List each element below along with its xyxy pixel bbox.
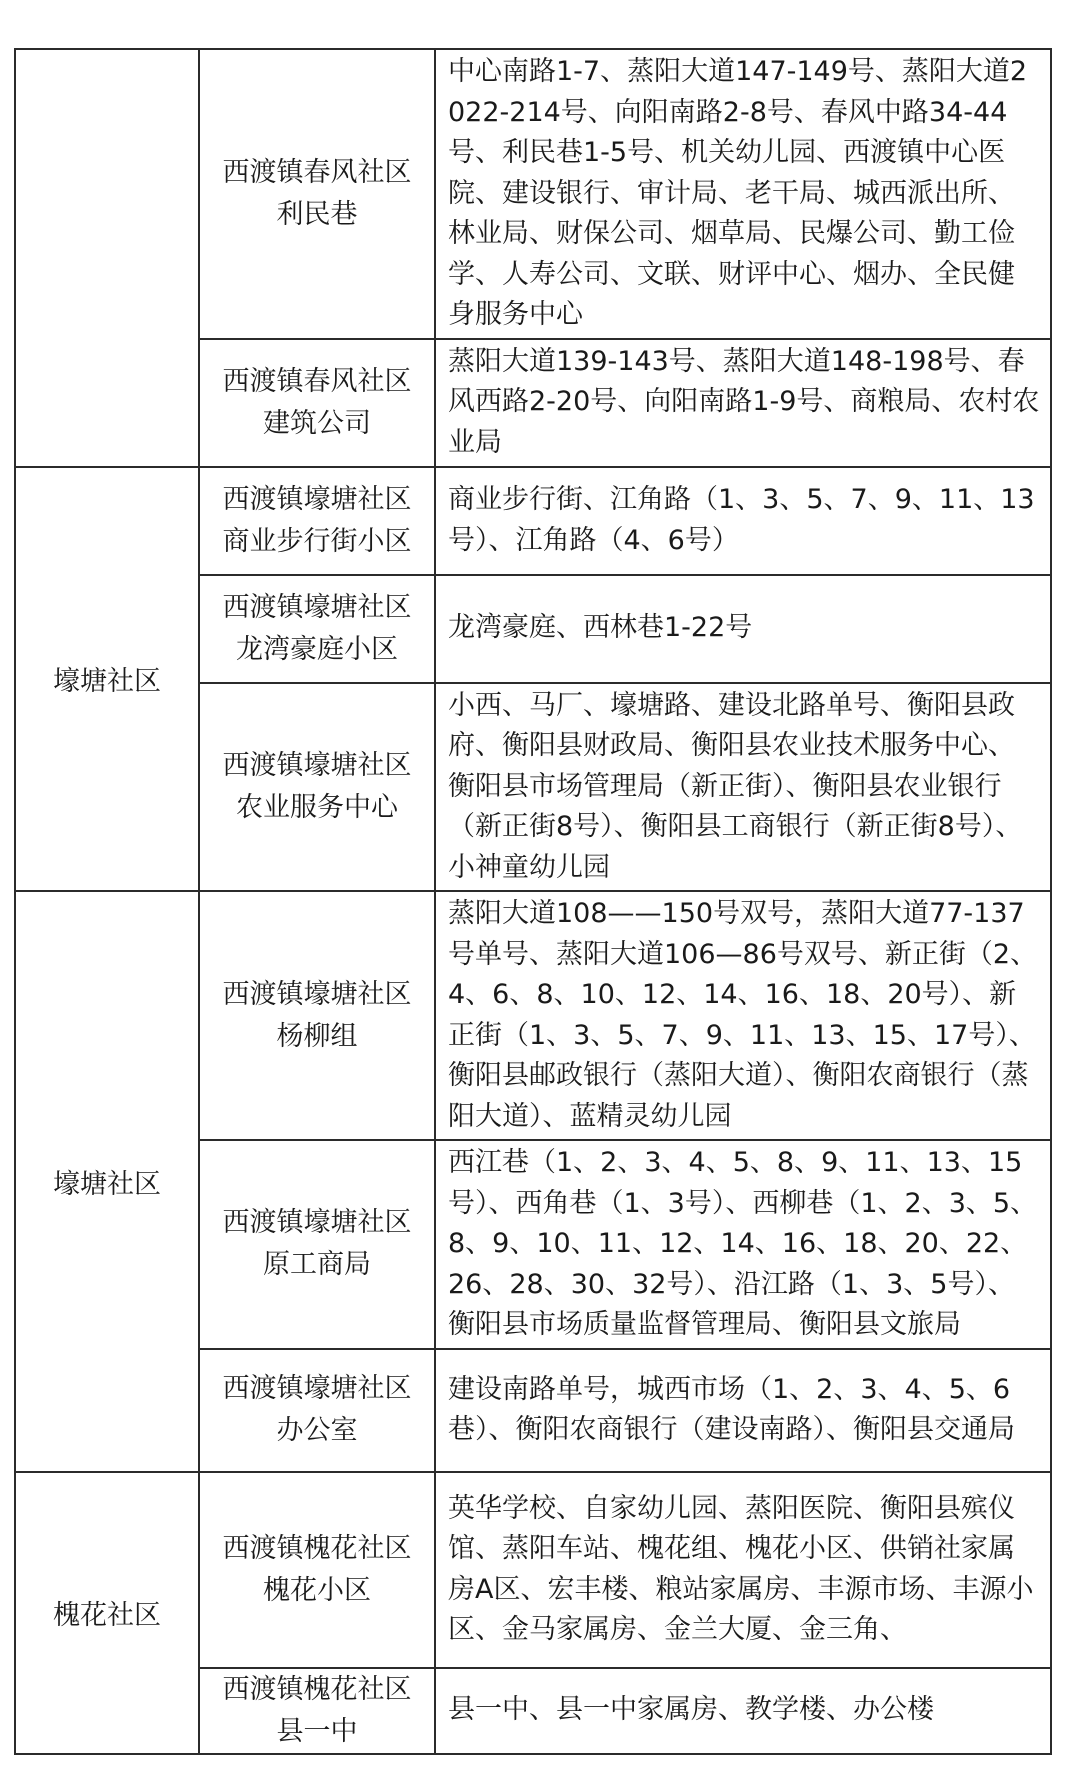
unit-cell bbox=[199, 467, 435, 575]
address-cell: 龙湾豪庭、西林巷1-22号 bbox=[435, 575, 1051, 683]
unit-subname: 龙湾豪庭小区 bbox=[236, 633, 398, 665]
unit-subname: 建筑公司 bbox=[263, 407, 371, 439]
unit-name: 西渡镇春风社区 bbox=[222, 156, 412, 188]
unit-name: 西渡镇壕塘社区 bbox=[222, 591, 412, 623]
address-cell: 商业步行街、江角路（1、3、5、7、9、11、13号）、江角路（4、6号） bbox=[435, 467, 1051, 575]
address-cell: 蒸阳大道139-143号、蒸阳大道148-198号、春风西路2-20号、向阳南路1-9号、商粮局、农村农业局 bbox=[435, 339, 1051, 467]
table-row bbox=[15, 1472, 1051, 1668]
unit-subname: 利民巷 bbox=[276, 198, 358, 230]
unit-subname: 原工商局 bbox=[263, 1249, 371, 1281]
unit-subname: 农业服务中心 bbox=[236, 791, 398, 823]
unit-name: 西渡镇槐花社区 bbox=[222, 1673, 412, 1705]
community-cell-empty bbox=[15, 49, 199, 467]
address-cell: 英华学校、自家幼儿园、蒸阳医院、衡阳县殡仪馆、蒸阳车站、槐花组、槐花小区、供销社家属房A区、宏丰楼、粮站家属房、丰源市场、丰源小区、金马家属房、金兰大厦、金三角、 bbox=[435, 1472, 1051, 1668]
unit-cell bbox=[199, 339, 435, 467]
address-cell: 西江巷（1、2、3、4、5、8、9、11、13、15号）、西角巷（1、3号）、西柳巷（1、2、3、5、8、9、10、11、12、14、16、18、20、22、26、28、30、32号）、沿江路（1、3、5号）、衡阳县市场质量监督管理局、衡阳县文旅局 bbox=[435, 1140, 1051, 1349]
community-name: 壕塘社区 bbox=[15, 467, 199, 892]
community-name: 壕塘社区 bbox=[15, 891, 199, 1472]
community-address-table bbox=[14, 48, 1052, 1755]
address-cell: 蒸阳大道108——150号双号，蒸阳大道77-137号单号、蒸阳大道106—86号双号、新正街（2、4、6、8、10、12、14、16、18、20号）、新正街（1、3、5、7、9、11、13、15、17号）、衡阳县邮政银行（蒸阳大道）、衡阳农商银行（蒸阳大道）、蓝精灵幼儿园 bbox=[435, 891, 1051, 1140]
table-row bbox=[15, 467, 1051, 575]
unit-name: 西渡镇槐花社区 bbox=[222, 1532, 412, 1564]
unit-cell bbox=[199, 1140, 435, 1349]
unit-cell bbox=[199, 1349, 435, 1472]
unit-cell bbox=[199, 49, 435, 339]
unit-cell bbox=[199, 575, 435, 683]
table-row bbox=[15, 891, 1051, 1140]
address-cell: 县一中、县一中家属房、教学楼、办公楼 bbox=[435, 1668, 1051, 1754]
address-cell: 中心南路1-7、蒸阳大道147-149号、蒸阳大道2022-214号、向阳南路2-8号、春风中路34-44号、利民巷1-5号、机关幼儿园、西渡镇中心医院、建设银行、审计局、老干局、城西派出所、林业局、财保公司、烟草局、民爆公司、勤工俭学、人寿公司、文联、财评中心、烟办、全民健身服务中心 bbox=[435, 49, 1051, 339]
unit-subname: 办公室 bbox=[276, 1415, 358, 1446]
unit-cell bbox=[199, 1472, 435, 1668]
unit-cell bbox=[199, 683, 435, 892]
table-row bbox=[15, 49, 1051, 339]
unit-name: 西渡镇壕塘社区 bbox=[222, 749, 412, 781]
community-name: 槐花社区 bbox=[15, 1472, 199, 1754]
address-cell: 小西、马厂、壕塘路、建设北路单号、衡阳县政府、衡阳县财政局、衡阳县农业技术服务中心、衡阳县市场管理局（新正街）、衡阳县农业银行（新正街8号）、衡阳县工商银行（新正街8号）、小神童幼儿园 bbox=[435, 683, 1051, 892]
unit-subname: 县一中 bbox=[276, 1715, 358, 1747]
address-cell: 建设南路单号，城西市场（1、2、3、4、5、6巷）、衡阳农商银行（建设南路）、衡阳县交通局 bbox=[435, 1349, 1051, 1472]
unit-name: 西渡镇壕塘社区 bbox=[222, 1373, 412, 1404]
unit-name: 西渡镇春风社区 bbox=[222, 365, 412, 397]
unit-subname: 杨柳组 bbox=[276, 1020, 358, 1052]
unit-cell bbox=[199, 891, 435, 1140]
unit-cell bbox=[199, 1668, 435, 1754]
unit-name: 西渡镇壕塘社区 bbox=[222, 1207, 412, 1239]
unit-subname: 槐花小区 bbox=[263, 1574, 371, 1606]
unit-name: 西渡镇壕塘社区 bbox=[222, 483, 412, 515]
unit-name: 西渡镇壕塘社区 bbox=[222, 978, 412, 1010]
unit-subname: 商业步行街小区 bbox=[222, 525, 412, 557]
